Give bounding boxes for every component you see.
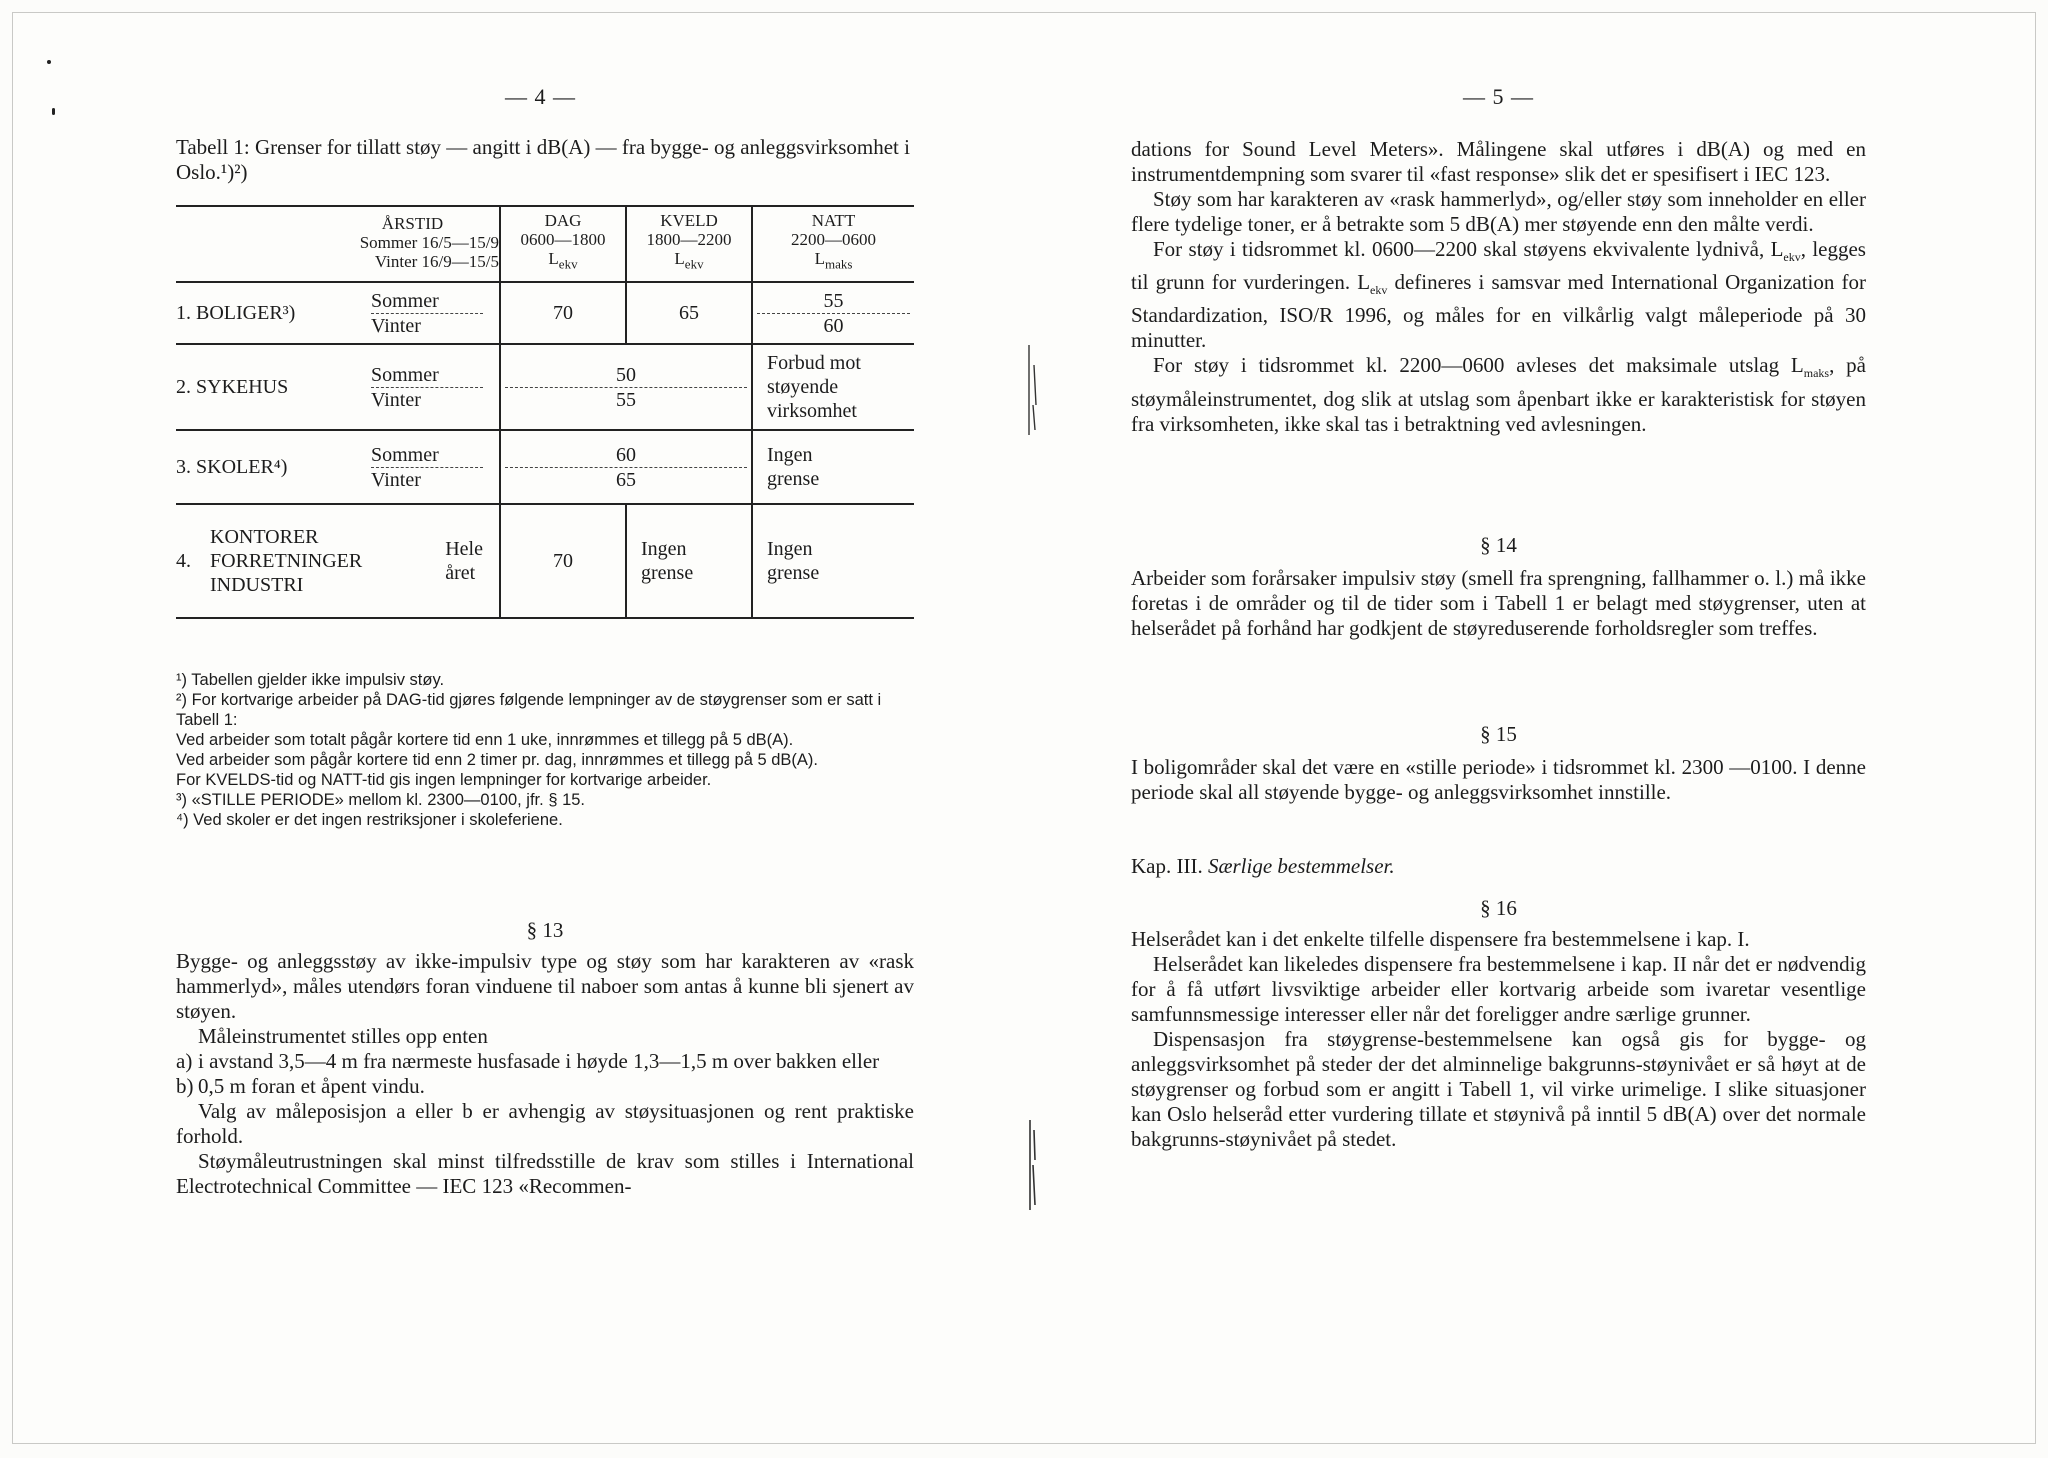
page-number-right: — 5 —: [1463, 84, 1534, 109]
day-value: 70: [500, 282, 626, 344]
paragraph: Måleinstrumentet stilles opp enten: [198, 1024, 488, 1048]
night-text: Ingen: [767, 538, 813, 561]
season-header: ÅRSTID: [381, 213, 444, 233]
paragraph: I boligområder skal det være en «stille periode» i tidsrommet kl. 2300 —0100. I denne periode skal all støyende bygge- og anleggsvirksomhet innstille.: [1131, 755, 1866, 804]
section-heading: § 13: [526, 918, 564, 942]
season-all-year: Hele: [445, 538, 483, 561]
season-winter: Vinter: [371, 468, 421, 491]
night-winter-value: 60: [823, 314, 844, 337]
footnote: ³) «STILLE PERIODE» mellom kl. 2300—0100, jfr. § 15.: [176, 791, 586, 809]
day-header: DAG: [544, 211, 582, 230]
list-item: b) 0,5 m foran et åpent vindu.: [176, 1074, 425, 1098]
dayevening-summer-value: 50: [505, 363, 747, 388]
winter-range: Vinter 16/9—15/5: [374, 251, 499, 271]
row-label: 3. SKOLER⁴): [176, 456, 288, 479]
dayevening-winter-value: 65: [616, 468, 636, 491]
night-measure: $L_{maks}$: [814, 249, 853, 272]
day-measure: $L_{ekv}$: [548, 249, 578, 272]
night-text: virksomhet: [767, 400, 857, 423]
night-text: Forbud mot: [767, 352, 861, 375]
section-heading: § 16: [1480, 896, 1517, 920]
day-value: 70: [500, 504, 626, 618]
day-hours: 0600—1800: [520, 230, 606, 249]
night-header: NATT: [811, 211, 856, 230]
table-row: [176, 430, 914, 504]
table-row: [176, 344, 914, 430]
footnote: Ved arbeider som totalt pågår kortere tid enn 1 uke, innrømmes et tillegg på 5 dB(A).: [176, 731, 794, 749]
row-label: KONTORER: [210, 526, 319, 549]
row-label: FORRETNINGER: [210, 550, 363, 573]
season-summer: Sommer: [371, 363, 483, 388]
section-13: [176, 918, 914, 1199]
list-item: a) i avstand 3,5—4 m fra nærmeste husfasade i høyde 1,3—1,5 m over bakken eller: [176, 1049, 880, 1073]
paragraph: dations for Sound Level Meters». Målingene skal utføres i dB(A) og med en instrumentdempning som svarer til «fast response» slik det er spesifisert i IEC 123.: [1131, 137, 1866, 186]
section-heading: § 15: [1480, 722, 1517, 746]
scan-speck: [47, 60, 51, 64]
season-summer: Sommer: [371, 443, 483, 468]
section-heading: § 14: [1480, 533, 1517, 557]
scan-speck: [52, 108, 55, 115]
table-header-row: [176, 206, 914, 282]
paragraph: Dispensasjon fra støygrense-bestemmelsene kan også gis for bygge- og anleggsvirksomhet på steder der det alminnelige bakgrunns-støynivået er så høyt at de støygrenser og forbud som er angitt i Tabell 1, vil virke urimelige. I slike situasjoner kan Oslo helseråd etter vurdering tillate et støynivå på inntil 5 dB(A) over det normale bakgrunns-støynivået på stedet.: [1131, 1027, 1866, 1151]
night-summer-value: 55: [757, 289, 910, 314]
footnotes: [176, 670, 914, 830]
right-page-body: [1131, 137, 1866, 437]
night-text: grense: [767, 562, 820, 585]
chapter-heading: [1131, 854, 1866, 879]
paragraph: Støymåleutrustningen skal minst tilfredsstille de krav som stilles i International Electrotechnical Committee — IEC 123 «Recommen-: [176, 1149, 914, 1198]
row-label: 2. SYKEHUS: [176, 376, 289, 399]
table-row: [176, 504, 914, 618]
night-text: Ingen: [767, 444, 813, 467]
dayevening-winter-value: 55: [616, 388, 636, 411]
footnote: ⁴) Ved skoler er det ingen restriksjoner i skoleferiene.: [176, 811, 563, 829]
chapter-title: Særlige bestemmelser.: [1207, 854, 1395, 878]
evening-text: Ingen: [641, 538, 687, 561]
night-text: støyende: [767, 376, 839, 399]
footnote: Ved arbeider som pågår kortere tid enn 2 timer pr. dag, innrømmes et tillegg på 5 dB(A).: [176, 751, 818, 769]
season-summer: Sommer: [371, 289, 483, 314]
gutter-mark: [1025, 1120, 1039, 1210]
footnote: ¹) Tabellen gjelder ikke impulsiv støy.: [176, 671, 445, 689]
paragraph: Støy som har karakteren av «rask hammerlyd», og/eller støy som inneholder en eller flere tydelige toner, er å betrakte som 5 dB(A) mer støyende enn den målte verdi.: [1131, 187, 1866, 236]
paragraph: Valg av måleposisjon a eller b er avhengig av støysituasjonen og rent praktiske forhold.: [176, 1099, 914, 1148]
season-winter: Vinter: [371, 388, 421, 411]
page-number-left: — 4 —: [505, 84, 576, 109]
table-row: [176, 282, 914, 344]
evening-hours: 1800—2200: [646, 230, 732, 249]
evening-measure: $L_{ekv}$: [674, 249, 704, 272]
section-15: [1131, 722, 1866, 805]
footnote: For KVELDS-tid og NATT-tid gis ingen lempninger for kortvarige arbeider.: [176, 771, 712, 789]
night-text: grense: [767, 468, 820, 491]
footnote: ²) For kortvarige arbeider på DAG-tid gjøres følgende lempninger av de støygrenser som er satt i Tabell 1:: [176, 691, 882, 729]
paragraph: For støy i tidsrommet kl. 0600—2200 skal støyens ekvivalente lydnivå, $L_{ekv}$, legges til grunn for vurderingen. $L_{ekv}$ defineres i samsvar med International Organization for Standardization, ISO/R 1996, og måles for en vilkårlig valgt måleperiode på 30 minutter.: [1131, 237, 1867, 353]
evening-text: grense: [641, 562, 694, 585]
paragraph: Helserådet kan likeledes dispensere fra bestemmelsene i kap. II når det er nødvendig for å få utført livsviktige arbeider eller kortvarig arbeide som ivaretar vesentlige samfunnsmessige interesser eller når det foreligger andre særlige grunner.: [1131, 952, 1866, 1026]
dayevening-summer-value: 60: [505, 443, 747, 468]
table-caption: Tabell 1: Grenser for tillatt støy — angitt i dB(A) — fra bygge- og anleggsvirksomhet i Oslo.¹)²): [176, 135, 910, 184]
paragraph: Helserådet kan i det enkelte tilfelle dispensere fra bestemmelsene i kap. I.: [1131, 927, 1750, 951]
row-label: 1. BOLIGER³): [176, 302, 296, 325]
season-all-year: året: [445, 562, 476, 585]
section-16: [1131, 896, 1866, 1152]
chapter-prefix: Kap. III.: [1131, 854, 1203, 878]
noise-limits-table: [176, 205, 914, 619]
paragraph: Bygge- og anleggsstøy av ikke-impulsiv type og støy som har karakteren av «rask hammerlyd», måles utendørs foran vinduene til naboer som antas å kunne bli sjenert av støyen.: [176, 949, 914, 1023]
evening-header: KVELD: [660, 211, 718, 230]
gutter-mark: [1025, 345, 1039, 435]
night-hours: 2200—0600: [791, 230, 876, 249]
season-winter: Vinter: [371, 314, 421, 337]
paragraph: For støy i tidsrommet kl. 2200—0600 avleses det maksimale utslag $L_{maks}$, på støymåleinstrumentet, dog slik at utslag som åpenbart ikke er karakteristisk for støyen fra virksomheten, ikke skal tas i betraktning ved avlesningen.: [1131, 353, 1866, 436]
evening-value: 65: [626, 282, 752, 344]
paragraph: Arbeider som forårsaker impulsiv støy (smell fra sprengning, fallhammer o. l.) må ikke foretas i de områder og til de tider som i Tabell 1 er belagt med støygrenser, uten at helserådet på forhånd har godkjent de støyreduserende forholdsregler som treffes.: [1131, 566, 1866, 640]
summer-range: Sommer 16/5—15/9: [359, 232, 499, 252]
row-label: INDUSTRI: [210, 574, 304, 597]
row-number: 4.: [176, 550, 191, 573]
section-14: [1131, 533, 1866, 641]
